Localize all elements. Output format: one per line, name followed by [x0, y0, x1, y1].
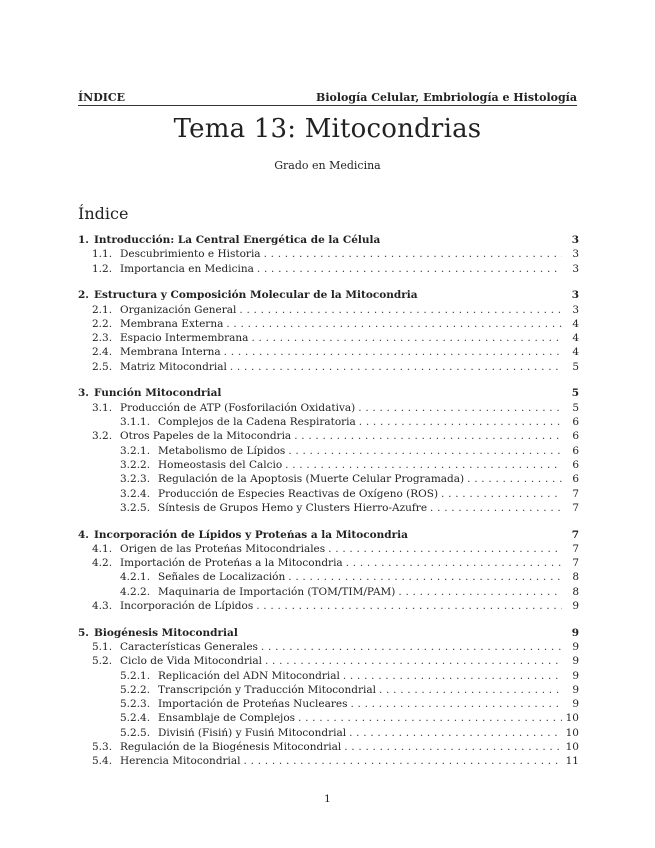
toc-section-entry[interactable]	[78, 528, 579, 542]
toc-subsection-entry[interactable]	[78, 740, 579, 754]
toc-entry-number: 4.2.2.	[120, 585, 151, 598]
toc-subsection-entry[interactable]	[78, 247, 579, 261]
toc-entry-number: 4.2.1.	[120, 571, 151, 584]
toc-subsection-entry[interactable]	[78, 487, 579, 501]
toc-entry-number: 2.3.	[92, 332, 113, 345]
toc-entry-title: Incorporación de Lípidos y Proteńas a la Mitocondria	[94, 528, 408, 541]
toc-entry-number: 4.	[78, 528, 89, 541]
toc-entry-number: 1.	[78, 234, 89, 246]
header-section-label: ÍNDICE	[78, 91, 126, 104]
toc-dot-leader	[261, 640, 562, 654]
running-header	[78, 88, 577, 106]
toc-dot-leader	[251, 331, 562, 345]
toc-dot-leader	[288, 444, 562, 458]
toc-subsection-entry[interactable]	[78, 570, 579, 584]
toc-entry-page: 11	[565, 755, 579, 768]
toc-entry-page: 3	[571, 234, 579, 246]
toc-entry-title: Síntesis de Grupos Hemo y Clusters Hierro-Azufre	[158, 501, 428, 514]
toc-subsection-entry[interactable]	[78, 501, 579, 515]
toc-entry-page: 10	[565, 741, 579, 754]
toc-entry-title: Matriz Mitocondrial	[120, 360, 227, 373]
toc-entry-page: 10	[565, 726, 579, 739]
toc-entry-title: Descubrimiento e Historia	[120, 248, 261, 261]
toc-entry-page: 6	[572, 416, 579, 429]
toc-entry-page: 9	[571, 626, 579, 639]
toc-entry-number: 5.3.	[92, 741, 113, 754]
toc-subsection-entry[interactable]	[78, 262, 579, 276]
toc-entry-number: 2.1.	[92, 303, 113, 316]
toc-entry-number: 2.	[78, 289, 89, 302]
toc-entry-page: 4	[572, 346, 579, 359]
toc-dot-leader	[349, 726, 562, 740]
toc-entry-page: 6	[572, 473, 579, 486]
document-title: Tema 13: Mitocondrias	[173, 114, 482, 144]
toc-entry-page: 9	[572, 698, 579, 711]
toc-subsection-entry[interactable]	[78, 317, 579, 331]
toc-entry-title: Divisiń (Fisiń) y Fusiń Mitocondrial	[158, 726, 347, 739]
toc-entry-number: 5.2.1.	[120, 669, 151, 682]
toc-entry-number: 3.1.1.	[120, 416, 151, 429]
toc-dot-leader	[358, 401, 562, 415]
toc-dot-leader	[256, 599, 562, 613]
toc-dot-leader	[298, 711, 562, 725]
toc-entry-number: 4.3.	[92, 600, 113, 612]
toc-entry-number: 4.2.	[92, 557, 113, 570]
toc-entry-number: 3.1.	[92, 401, 113, 414]
toc-entry-number: 5.2.3.	[120, 698, 151, 711]
toc-dot-leader	[379, 683, 562, 697]
toc-entry-number: 3.	[78, 387, 89, 400]
toc-dot-leader	[224, 345, 562, 359]
toc-dot-leader	[441, 487, 562, 501]
toc-entry-title: Ciclo de Vida Mitocondrial	[120, 655, 262, 668]
toc-entry-page: 7	[572, 487, 579, 500]
index-heading: Índice	[78, 204, 129, 223]
toc-entry-title: Transcripción y Traducción Mitocondrial	[158, 683, 376, 696]
toc-entry-page: 10	[565, 712, 579, 725]
toc-subsection-entry[interactable]	[78, 556, 579, 570]
toc-entry-title: Características Generales	[120, 640, 258, 653]
toc-subsection-entry[interactable]	[78, 444, 579, 458]
toc-subsection-entry[interactable]	[78, 654, 579, 668]
toc-entry-number: 2.4.	[92, 346, 113, 359]
toc-entry-number: 3.2.2.	[120, 458, 151, 471]
toc-entry-page: 9	[572, 655, 579, 668]
toc-entry-number: 3.2.	[92, 430, 113, 443]
toc-entry-title: Regulación de la Biogénesis Mitocondrial	[120, 741, 342, 754]
document-subtitle: Grado en Medicina	[274, 159, 381, 172]
toc-entry-title: Origen de las Proteńas Mitocondriales	[120, 542, 326, 555]
toc-entry-number: 3.2.1.	[120, 444, 151, 457]
toc-dot-leader	[467, 472, 562, 486]
toc-entry-title: Ensamblaje de Complejos	[158, 712, 296, 725]
toc-entry-page: 7	[572, 501, 579, 514]
toc-entry-page: 3	[572, 303, 579, 316]
toc-section-entry[interactable]	[78, 233, 579, 247]
toc-entry-title: Regulación de la Apoptosis (Muerte Celular Programada)	[158, 473, 465, 486]
toc-entry-page: 7	[572, 557, 579, 570]
toc-entry-page: 3	[571, 289, 579, 302]
toc-entry-page: 4	[572, 332, 579, 345]
toc-entry-number: 3.2.3.	[120, 473, 151, 486]
toc-dot-leader	[264, 247, 562, 261]
toc-dot-leader	[239, 303, 562, 317]
toc-entry-page: 8	[572, 585, 579, 598]
toc-entry-page: 5	[572, 401, 579, 414]
toc-subsection-entry[interactable]	[78, 458, 579, 472]
toc-entry-title: Importación de Proteńas a la Mitocondria	[120, 557, 343, 570]
toc-entry-number: 1.2.	[92, 262, 113, 275]
toc-entry-number: 4.1.	[92, 542, 113, 555]
toc-dot-leader	[288, 570, 562, 584]
toc-entry-number: 5.2.	[92, 655, 113, 668]
toc-entry-title: Espacio Intermembrana	[120, 332, 249, 345]
toc-dot-leader	[230, 360, 562, 374]
toc-entry-page: 8	[572, 571, 579, 584]
toc-entry-number: 5.2.2.	[120, 683, 151, 696]
toc-dot-leader	[344, 740, 562, 754]
toc-section-entry[interactable]	[78, 386, 579, 400]
toc-dot-leader	[265, 654, 562, 668]
toc-subsection-entry[interactable]	[78, 640, 579, 654]
toc-entry-title: Importación de Proteńas Nucleares	[158, 698, 348, 711]
toc-entry-number: 1.1.	[92, 248, 113, 261]
toc-entry-title: Homeostasis del Calcio	[158, 458, 283, 471]
toc-entry-title: Producción de Especies Reactivas de Oxígeno (ROS)	[158, 487, 439, 500]
toc-entry-number: 5.1.	[92, 640, 113, 653]
toc-dot-leader	[350, 697, 562, 711]
toc-entry-number: 3.2.5.	[120, 501, 151, 514]
toc-subsection-entry[interactable]	[78, 697, 579, 711]
toc-entry-title: Incorporación de Lípidos	[120, 600, 254, 612]
toc-subsection-entry[interactable]	[78, 585, 579, 599]
toc-entry-number: 5.2.4.	[120, 712, 151, 725]
toc-subsection-entry[interactable]	[78, 331, 579, 345]
toc-entry-page: 9	[572, 669, 579, 682]
toc-dot-leader	[346, 556, 562, 570]
toc-subsection-entry[interactable]	[78, 669, 579, 683]
toc-entry-title: Función Mitocondrial	[94, 387, 222, 400]
toc-entry-page: 5	[571, 387, 579, 400]
page-number: 1	[324, 793, 331, 805]
toc-entry-title: Membrana Externa	[120, 317, 224, 330]
toc-subsection-entry[interactable]	[78, 754, 579, 768]
toc-entry-title: Maquinaria de Importación (TOM/TIM/PAM)	[158, 585, 396, 598]
toc-subsection-entry[interactable]	[78, 711, 579, 725]
toc-entry-page: 7	[571, 528, 579, 541]
toc-entry-title: Organización General	[120, 303, 237, 316]
toc-section-entry[interactable]	[78, 288, 579, 302]
toc-dot-leader	[430, 501, 562, 515]
toc-entry-page: 9	[572, 683, 579, 696]
toc-entry-number: 5.4.	[92, 755, 113, 768]
toc-entry-page: 9	[572, 600, 579, 612]
toc-entry-number: 3.2.4.	[120, 487, 151, 500]
toc-subsection-entry[interactable]	[78, 542, 579, 556]
toc-entry-title: Replicación del ADN Mitocondrial	[158, 669, 340, 682]
toc-subsection-entry[interactable]	[78, 401, 579, 415]
toc-dot-leader	[359, 415, 562, 429]
toc-entry-page: 3	[572, 262, 579, 275]
toc-entry-page: 6	[572, 430, 579, 443]
toc-entry-page: 7	[572, 542, 579, 555]
toc-entry-title: Herencia Mitocondrial	[120, 755, 241, 768]
toc-entry-number: 2.5.	[92, 360, 113, 373]
toc-subsection-entry[interactable]	[78, 683, 579, 697]
toc-entry-title: Metabolismo de Lípidos	[158, 444, 286, 457]
toc-entry-page: 6	[572, 444, 579, 457]
toc-dot-leader	[285, 458, 562, 472]
toc-dot-leader	[244, 754, 562, 768]
toc-entry-title: Membrana Interna	[120, 346, 221, 359]
toc-entry-title: Estructura y Composición Molecular de la Mitocondria	[94, 289, 418, 302]
toc-dot-leader	[257, 262, 562, 276]
toc-section-entry[interactable]	[78, 626, 579, 640]
toc-entry-title: Otros Papeles de la Mitocondria	[120, 430, 292, 443]
toc-entry-number: 2.2.	[92, 317, 113, 330]
toc-entry-title: Producción de ATP (Fosforilación Oxidativa)	[120, 401, 356, 414]
toc-dot-leader	[343, 669, 562, 683]
toc-entry-page: 3	[572, 248, 579, 261]
toc-entry-number: 5.	[78, 626, 89, 639]
table-of-contents	[78, 233, 579, 769]
toc-subsection-entry[interactable]	[78, 726, 579, 740]
toc-subsection-entry[interactable]	[78, 415, 579, 429]
toc-entry-title: Complejos de la Cadena Respiratoria	[158, 416, 356, 429]
toc-entry-page: 4	[572, 317, 579, 330]
toc-dot-leader	[226, 317, 562, 331]
toc-subsection-entry[interactable]	[78, 360, 579, 374]
toc-entry-page: 6	[572, 458, 579, 471]
toc-entry-title: Biogénesis Mitocondrial	[94, 626, 238, 639]
toc-subsection-entry[interactable]	[78, 599, 579, 613]
toc-entry-page: 5	[572, 360, 579, 373]
toc-entry-title: Introducción: La Central Energética de la Célula	[94, 234, 381, 246]
toc-entry-title: Importancia en Medicina	[120, 262, 254, 275]
toc-subsection-entry[interactable]	[78, 429, 579, 443]
toc-entry-page: 9	[572, 640, 579, 653]
toc-dot-leader	[294, 429, 562, 443]
toc-subsection-entry[interactable]	[78, 345, 579, 359]
toc-subsection-entry[interactable]	[78, 303, 579, 317]
toc-dot-leader	[398, 585, 562, 599]
toc-subsection-entry[interactable]	[78, 472, 579, 486]
toc-entry-title: Señales de Localización	[158, 571, 286, 584]
header-course-title: Biología Celular, Embriología e Histología	[316, 91, 577, 104]
toc-entry-number: 5.2.5.	[120, 726, 151, 739]
toc-dot-leader	[328, 542, 562, 556]
